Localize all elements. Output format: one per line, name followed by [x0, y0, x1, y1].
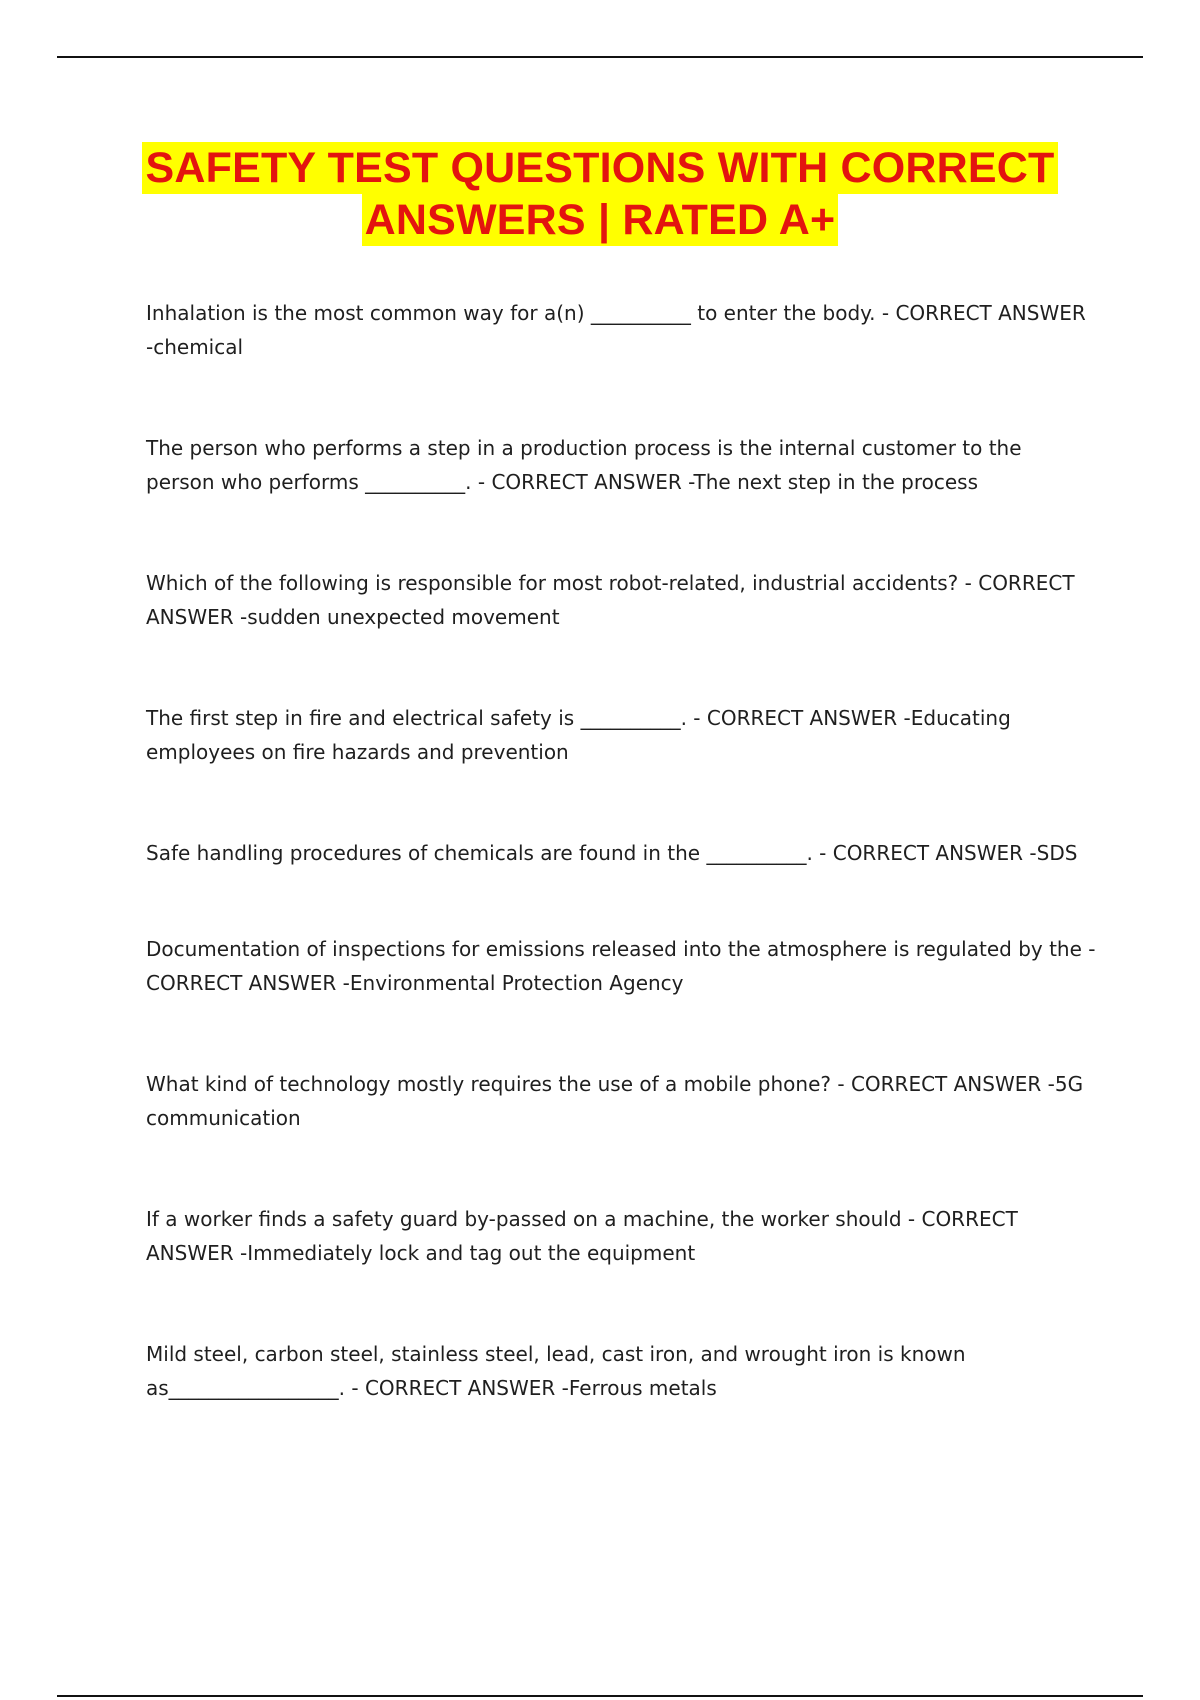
page-top-rule	[57, 56, 1143, 58]
document-title	[100, 142, 1100, 246]
qa-item-9: Mild steel, carbon steel, stainless steel, lead, cast iron, and wrought iron is known as_________________. - CORRECT ANSWER -Ferrous metals	[146, 1342, 966, 1400]
qa-item-1: Inhalation is the most common way for a(n) __________ to enter the body. - CORRECT ANSWER -chemical	[146, 301, 1086, 359]
qa-item-2: The person who performs a step in a production process is the internal customer to the person who performs __________. - CORRECT ANSWER -The next step in the process	[146, 436, 1022, 494]
title-line-2: ANSWERS | RATED A+	[362, 194, 839, 246]
title-line-1: SAFETY TEST QUESTIONS WITH CORRECT	[142, 142, 1057, 194]
qa-item-4: The first step in fire and electrical safety is __________. - CORRECT ANSWER -Educating employees on fire hazards and prevention	[146, 706, 1011, 764]
qa-item-3: Which of the following is responsible for most robot-related, industrial accidents? - CORRECT ANSWER -sudden unexpected movement	[146, 571, 1075, 629]
qa-item-6: Documentation of inspections for emissions released into the atmosphere is regulated by the - CORRECT ANSWER -Environmental Protection Agency	[146, 937, 1096, 995]
page-bottom-rule	[57, 1695, 1143, 1697]
qa-item-5: Safe handling procedures of chemicals are found in the __________. - CORRECT ANSWER -SDS	[146, 841, 1078, 865]
question-answer-list	[146, 296, 1096, 1472]
qa-item-8: If a worker finds a safety guard by-passed on a machine, the worker should - CORRECT ANSWER -Immediately lock and tag out the equipment	[146, 1207, 1018, 1265]
qa-item-7: What kind of technology mostly requires the use of a mobile phone? - CORRECT ANSWER -5G communication	[146, 1072, 1084, 1130]
